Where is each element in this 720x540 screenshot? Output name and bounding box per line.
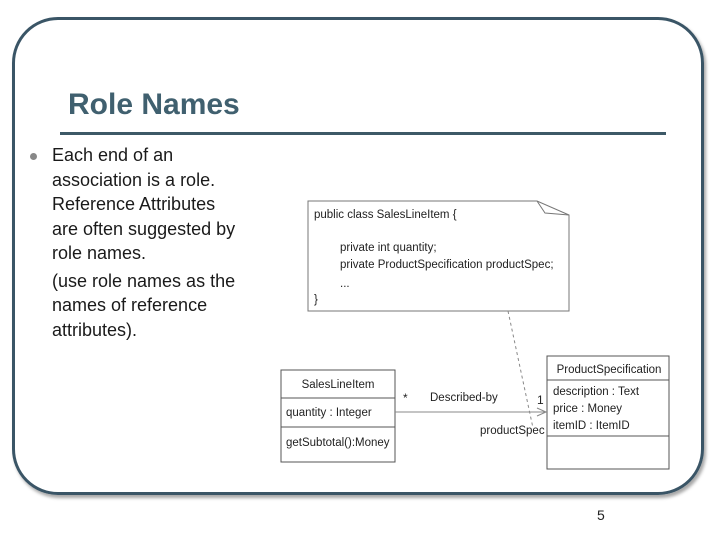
code-line: private int quantity; [340,242,437,254]
note-line: (use role names as the [52,270,236,291]
class-attribute: description : Text [553,386,640,398]
code-line: private ProductSpecification productSpec; [340,259,554,271]
page-number: 5 [597,507,605,523]
bullet-line: role names. [52,243,147,263]
association-name: Described-by [430,392,498,404]
class-name: SalesLineItem [301,379,375,391]
code-line: ... [340,278,350,290]
code-line: } [314,294,318,306]
class-operation: getSubtotal():Money [286,437,390,449]
bullet-line: are often suggested by [52,218,236,239]
slide-title: Role Names [68,88,240,121]
class-attribute: price : Money [553,403,623,415]
bullet-line: Each end of an [52,145,174,165]
role-name: productSpec [480,425,545,437]
bullet-line: Reference Attributes [52,194,216,214]
class-attribute: quantity : Integer [286,407,372,419]
class-attribute: itemID : ItemID [553,420,630,432]
code-line: public class SalesLineItem { [314,209,457,221]
multiplicity-right: 1 [537,393,544,407]
bullet-line: association is a role. [52,169,216,190]
multiplicity-left: * [403,391,408,405]
note-line: names of reference [52,295,208,315]
class-name: ProductSpecification [556,364,662,376]
note-line: attributes). [52,319,138,340]
note-anchor-line [508,311,533,428]
